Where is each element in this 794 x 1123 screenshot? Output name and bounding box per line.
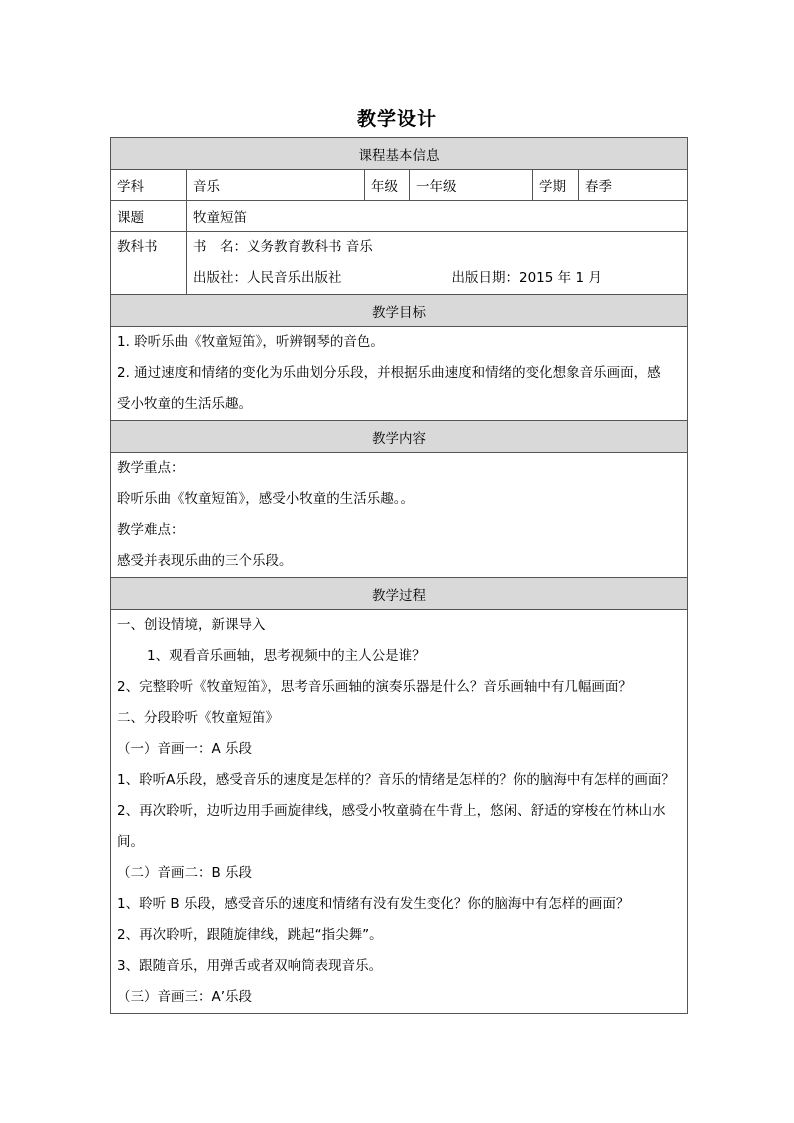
term-label: 学期 [533,170,579,201]
textbook-publisher: 出版社：人民音乐出版社 [193,270,342,286]
textbook-name: 书 名：义务教育教科书 音乐 [193,239,373,255]
document-title: 教学设计 [356,108,437,130]
topic-label: 课题 [111,201,187,232]
grade-value: 一年级 [410,170,533,201]
process-line: 间。 [117,834,144,850]
section-header-basic-info: 课程基本信息 [111,138,688,170]
process-line: （二）音画二：B 乐段 [117,865,253,881]
process-line: 3、跟随音乐，用弹舌或者双响筒表现音乐。 [117,958,383,974]
lesson-plan-table [110,137,688,1014]
objectives-content [111,327,688,421]
process-line: （一）音画一：A 乐段 [117,741,253,757]
objective-line: 1. 聆听乐曲《牧童短笛》，听辨钢琴的音色。 [117,334,384,350]
process-line: 1、观看音乐画轴，思考视频中的主人公是谁？ [147,648,426,664]
content-line: 感受并表现乐曲的三个乐段。 [117,553,293,569]
process-line: 1、聆听A乐段，感受音乐的速度是怎样的？音乐的情绪是怎样的？你的脑海中有怎样的画面？ [117,772,675,788]
process-line: 一、创设情境，新课导入 [117,617,266,633]
process-line: 二、分段聆听《牧童短笛》 [117,710,279,726]
objective-line: 受小牧童的生活乐趣。 [117,396,252,412]
content-line: 教学重点： [117,460,185,476]
teaching-content [111,453,688,578]
process-line: 2、再次聆听，跟随旋律线，跳起“指尖舞”。 [117,927,383,943]
process-line: 2、再次聆听，边听边用手画旋律线，感受小牧童骑在牛背上，悠闲、舒适的穿梭在竹林山水 [117,803,666,819]
term-value: 春季 [579,170,688,201]
topic-value: 牧童短笛 [187,201,688,232]
teaching-process [111,610,688,1014]
textbook-publisher-line [193,263,681,294]
textbook-info [187,232,688,295]
objective-line: 2. 通过速度和情绪的变化为乐曲划分乐段，并根据乐曲速度和情绪的变化想象音乐画面，感 [117,365,661,381]
textbook-pub-date: 出版日期：2015 年 1 月 [451,270,602,286]
process-line: （三）音画三：A’乐段 [117,989,253,1005]
grade-label: 年级 [365,170,410,201]
content-line: 聆听乐曲《牧童短笛》，感受小牧童的生活乐趣。。 [117,491,414,507]
textbook-label: 教科书 [111,232,187,295]
process-line: 2、完整聆听《牧童短笛》，思考音乐画轴的演奏乐器是什么？音乐画轴中有几幅画面？ [117,679,632,695]
subject-label: 学科 [111,170,187,201]
section-header-content: 教学内容 [111,421,688,453]
content-line: 教学难点： [117,522,185,538]
section-header-process: 教学过程 [111,578,688,610]
subject-value: 音乐 [187,170,365,201]
process-line: 1、聆听 B 乐段，感受音乐的速度和情绪有没有发生变化？你的脑海中有怎样的画面？ [117,896,630,912]
section-header-objectives: 教学目标 [111,295,688,327]
